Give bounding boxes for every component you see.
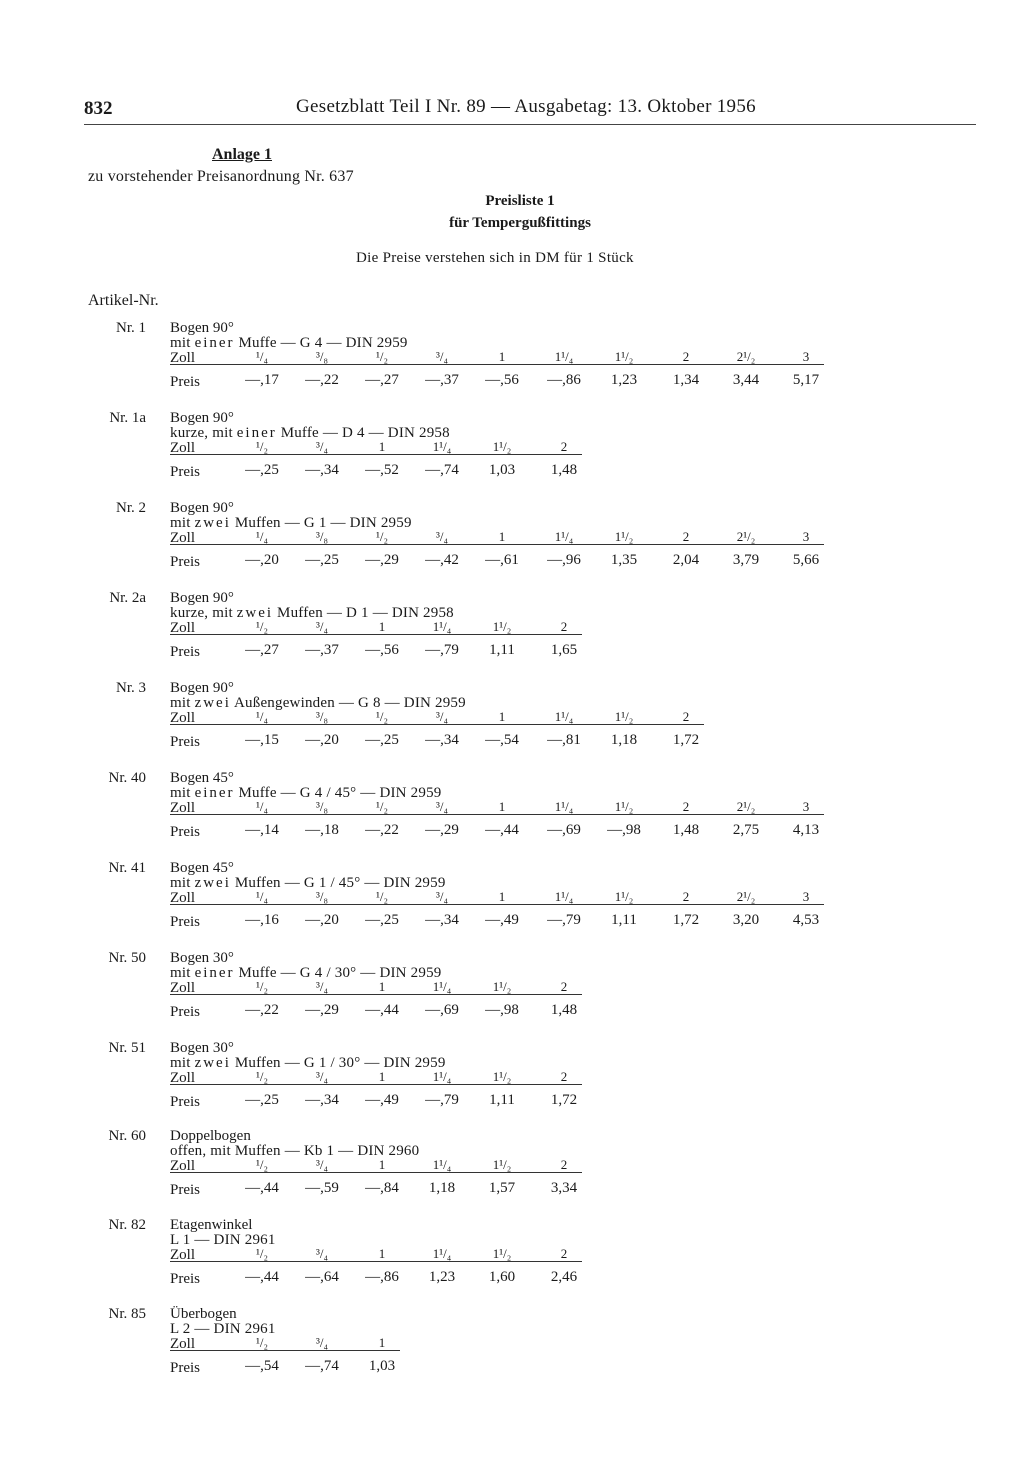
preis-label: Preis bbox=[170, 734, 200, 750]
item-description-part: Außengewinden — G 8 — DIN 2959 bbox=[230, 695, 466, 711]
item-description-part: kurze, mit bbox=[170, 605, 237, 621]
price-cell: —,69 bbox=[425, 1002, 459, 1018]
preis-label: Preis bbox=[170, 554, 200, 570]
price-cell: —,79 bbox=[425, 642, 459, 658]
zoll-cell: ³/₄ bbox=[315, 1069, 329, 1084]
zoll-cell: ¹/₄ bbox=[255, 529, 269, 544]
zoll-cell: 1¹/₂ bbox=[614, 709, 634, 724]
item-description-part: Muffe — G 4 / 45° — DIN 2959 bbox=[234, 785, 442, 801]
zoll-cell: 1 bbox=[498, 889, 506, 904]
price-item bbox=[0, 1217, 1024, 1305]
item-description-part: mit bbox=[170, 695, 195, 711]
zoll-cell: 3 bbox=[802, 799, 810, 814]
item-description-part: Muffe — D 4 — DIN 2958 bbox=[276, 425, 450, 441]
price-item bbox=[0, 590, 1024, 678]
item-description-part: Muffe — G 4 — DIN 2959 bbox=[234, 335, 408, 351]
price-cell: 1,65 bbox=[550, 642, 578, 658]
zoll-label: Zoll bbox=[170, 1158, 195, 1174]
price-cell: —,14 bbox=[245, 822, 279, 838]
zoll-cell: 2 bbox=[560, 1157, 568, 1172]
price-cell: —,29 bbox=[305, 1002, 339, 1018]
price-cell: 1,34 bbox=[672, 372, 700, 388]
price-note: Die Preise verstehen sich in DM für 1 Stück bbox=[356, 250, 634, 266]
zoll-cell: 1¹/₄ bbox=[432, 979, 452, 994]
zoll-cell: ³/₈ bbox=[315, 529, 329, 544]
price-cell: —,49 bbox=[485, 912, 519, 928]
zoll-cell: ³/₄ bbox=[315, 439, 329, 454]
preis-label: Preis bbox=[170, 824, 200, 840]
price-cell: 3,20 bbox=[732, 912, 760, 928]
price-cell: —,44 bbox=[245, 1269, 279, 1285]
price-cell: —,25 bbox=[365, 732, 399, 748]
price-cell: 5,17 bbox=[792, 372, 820, 388]
price-cell: —,54 bbox=[245, 1358, 279, 1374]
price-cell: 4,13 bbox=[792, 822, 820, 838]
price-cell: 3,34 bbox=[550, 1180, 578, 1196]
preisliste-subtitle: für Tempergußfittings bbox=[449, 215, 591, 231]
zoll-cell: 1¹/₄ bbox=[432, 1157, 452, 1172]
zoll-cell: ¹/₂ bbox=[255, 1157, 269, 1172]
zoll-cell: 1¹/₄ bbox=[554, 799, 574, 814]
zoll-cell: ³/₄ bbox=[315, 1246, 329, 1261]
zoll-cell: ¹/₂ bbox=[375, 889, 389, 904]
item-description-part: Muffen — G 1 / 30° — DIN 2959 bbox=[230, 1055, 446, 1071]
price-item bbox=[0, 770, 1024, 858]
price-cell: —,20 bbox=[245, 552, 279, 568]
price-cell: 1,48 bbox=[550, 462, 578, 478]
item-number: Nr. 40 bbox=[108, 770, 146, 786]
price-cell: —,44 bbox=[245, 1180, 279, 1196]
item-number: Nr. 85 bbox=[108, 1306, 146, 1322]
price-cell: —,22 bbox=[305, 372, 339, 388]
item-description-part: L 1 — DIN 2961 bbox=[170, 1232, 276, 1248]
price-cell: —,56 bbox=[485, 372, 519, 388]
preis-label: Preis bbox=[170, 374, 200, 390]
price-cell: —,37 bbox=[305, 642, 339, 658]
zoll-cell: 2 bbox=[682, 799, 690, 814]
zoll-label: Zoll bbox=[170, 1247, 195, 1263]
zoll-cell: 1¹/₄ bbox=[432, 1246, 452, 1261]
zoll-cell: ³/₄ bbox=[315, 1335, 329, 1350]
zoll-cell: 1 bbox=[498, 799, 506, 814]
price-cell: —,25 bbox=[365, 912, 399, 928]
zoll-label: Zoll bbox=[170, 440, 195, 456]
item-description-spaced: zwei bbox=[194, 695, 231, 711]
price-cell: 1,48 bbox=[550, 1002, 578, 1018]
zoll-label: Zoll bbox=[170, 350, 195, 366]
price-cell: —,86 bbox=[365, 1269, 399, 1285]
price-cell: 3,79 bbox=[732, 552, 760, 568]
price-item bbox=[0, 1040, 1024, 1128]
price-cell: 1,03 bbox=[488, 462, 516, 478]
price-cell: —,44 bbox=[485, 822, 519, 838]
preis-label: Preis bbox=[170, 464, 200, 480]
zoll-cell: ¹/₄ bbox=[255, 799, 269, 814]
price-cell: 5,66 bbox=[792, 552, 820, 568]
zoll-cell: 1¹/₂ bbox=[614, 799, 634, 814]
zoll-cell: 1¹/₄ bbox=[432, 1069, 452, 1084]
price-cell: —,20 bbox=[305, 912, 339, 928]
zoll-cell: 3 bbox=[802, 529, 810, 544]
item-name: Bogen 30° bbox=[170, 1040, 234, 1056]
preis-label: Preis bbox=[170, 914, 200, 930]
zoll-cell: ¹/₂ bbox=[255, 979, 269, 994]
item-description-part: mit bbox=[170, 785, 195, 801]
item-number: Nr. 41 bbox=[108, 860, 146, 876]
zoll-cell: 1 bbox=[378, 1246, 386, 1261]
zoll-cell: 2¹/₂ bbox=[736, 349, 756, 364]
item-description-spaced: zwei bbox=[236, 605, 274, 621]
price-cell: —,42 bbox=[425, 552, 459, 568]
item-description-part: Muffe — G 4 / 30° — DIN 2959 bbox=[234, 965, 442, 981]
item-name: Bogen 90° bbox=[170, 410, 234, 426]
price-cell: 1,72 bbox=[672, 912, 700, 928]
item-description-part: mit bbox=[170, 965, 195, 981]
zoll-cell: ³/₈ bbox=[315, 349, 329, 364]
zoll-label: Zoll bbox=[170, 620, 195, 636]
zoll-cell: 2¹/₂ bbox=[736, 889, 756, 904]
zoll-cell: 1 bbox=[498, 709, 506, 724]
zoll-cell: ¹/₂ bbox=[255, 1069, 269, 1084]
item-description-spaced: einer bbox=[194, 335, 235, 351]
anlage-subtitle: zu vorstehender Preisanordnung Nr. 637 bbox=[88, 168, 354, 185]
price-item bbox=[0, 860, 1024, 948]
zoll-cell: ³/₄ bbox=[435, 529, 449, 544]
price-cell: —,64 bbox=[305, 1269, 339, 1285]
zoll-cell: 1 bbox=[498, 529, 506, 544]
item-description-part: Muffen — G 1 / 45° — DIN 2959 bbox=[230, 875, 446, 891]
page-number: 832 bbox=[84, 98, 113, 119]
item-description-part: mit bbox=[170, 335, 195, 351]
zoll-cell: ³/₈ bbox=[315, 889, 329, 904]
zoll-cell: ¹/₂ bbox=[375, 709, 389, 724]
zoll-cell: 2 bbox=[682, 889, 690, 904]
price-cell: 1,11 bbox=[489, 1092, 515, 1108]
zoll-cell: 1¹/₂ bbox=[614, 529, 634, 544]
price-cell: —,22 bbox=[245, 1002, 279, 1018]
price-cell: —,86 bbox=[547, 372, 581, 388]
price-cell: —,34 bbox=[305, 1092, 339, 1108]
zoll-cell: 2 bbox=[682, 529, 690, 544]
price-cell: —,98 bbox=[485, 1002, 519, 1018]
price-cell: —,29 bbox=[365, 552, 399, 568]
price-cell: —,54 bbox=[485, 732, 519, 748]
price-cell: 1,48 bbox=[672, 822, 700, 838]
item-name: Bogen 45° bbox=[170, 860, 234, 876]
zoll-cell: ³/₄ bbox=[315, 979, 329, 994]
zoll-cell: 1¹/₄ bbox=[432, 439, 452, 454]
price-cell: —,20 bbox=[305, 732, 339, 748]
item-name: Bogen 90° bbox=[170, 500, 234, 516]
zoll-cell: 1 bbox=[378, 439, 386, 454]
price-cell: —,27 bbox=[245, 642, 279, 658]
price-cell: —,96 bbox=[547, 552, 581, 568]
item-description-part: mit bbox=[170, 875, 195, 891]
zoll-label: Zoll bbox=[170, 1336, 195, 1352]
zoll-cell: 1¹/₂ bbox=[492, 1246, 512, 1261]
item-description-part: offen, mit Muffen — Kb 1 — DIN 2960 bbox=[170, 1143, 420, 1159]
price-cell: —,17 bbox=[245, 372, 279, 388]
item-number: Nr. 82 bbox=[108, 1217, 146, 1233]
zoll-cell: 2¹/₂ bbox=[736, 799, 756, 814]
price-cell: 1,23 bbox=[428, 1269, 456, 1285]
price-cell: —,74 bbox=[305, 1358, 339, 1374]
zoll-cell: ³/₄ bbox=[435, 709, 449, 724]
zoll-cell: 1¹/₂ bbox=[614, 349, 634, 364]
price-cell: —,79 bbox=[425, 1092, 459, 1108]
price-item bbox=[0, 950, 1024, 1038]
item-number: Nr. 3 bbox=[116, 680, 146, 696]
preis-label: Preis bbox=[170, 1094, 200, 1110]
price-cell: 1,11 bbox=[611, 912, 637, 928]
item-description-spaced: zwei bbox=[194, 875, 231, 891]
preis-label: Preis bbox=[170, 1182, 200, 1198]
item-description-part: Muffen — G 1 — DIN 2959 bbox=[230, 515, 412, 531]
zoll-cell: 2 bbox=[682, 709, 690, 724]
page-header bbox=[84, 94, 976, 125]
price-cell: —,34 bbox=[305, 462, 339, 478]
zoll-label: Zoll bbox=[170, 890, 195, 906]
price-cell: —,29 bbox=[425, 822, 459, 838]
zoll-label: Zoll bbox=[170, 800, 195, 816]
zoll-cell: 1¹/₄ bbox=[554, 349, 574, 364]
zoll-label: Zoll bbox=[170, 980, 195, 996]
price-cell: 2,04 bbox=[672, 552, 700, 568]
price-cell: —,79 bbox=[547, 912, 581, 928]
zoll-cell: 1¹/₂ bbox=[492, 979, 512, 994]
price-cell: 1,57 bbox=[488, 1180, 516, 1196]
price-cell: —,81 bbox=[547, 732, 581, 748]
price-cell: 2,46 bbox=[550, 1269, 578, 1285]
preis-label: Preis bbox=[170, 644, 200, 660]
zoll-cell: 2 bbox=[560, 439, 568, 454]
price-item bbox=[0, 500, 1024, 588]
zoll-cell: 3 bbox=[802, 349, 810, 364]
price-cell: —,61 bbox=[485, 552, 519, 568]
price-cell: —,56 bbox=[365, 642, 399, 658]
item-description-spaced: einer bbox=[236, 425, 277, 441]
zoll-cell: 1¹/₄ bbox=[554, 709, 574, 724]
zoll-cell: ¹/₂ bbox=[255, 1246, 269, 1261]
zoll-cell: ³/₄ bbox=[315, 1157, 329, 1172]
price-cell: 2,75 bbox=[732, 822, 760, 838]
price-cell: 1,18 bbox=[610, 732, 638, 748]
zoll-cell: 1 bbox=[378, 1335, 386, 1350]
zoll-cell: 1¹/₂ bbox=[492, 439, 512, 454]
zoll-cell: ³/₄ bbox=[315, 619, 329, 634]
price-cell: 4,53 bbox=[792, 912, 820, 928]
item-name: Bogen 90° bbox=[170, 320, 234, 336]
item-name: Bogen 90° bbox=[170, 680, 234, 696]
zoll-cell: 1¹/₄ bbox=[432, 619, 452, 634]
price-cell: —,25 bbox=[245, 462, 279, 478]
item-number: Nr. 51 bbox=[108, 1040, 146, 1056]
price-item bbox=[0, 410, 1024, 498]
item-description-part: Muffen — D 1 — DIN 2958 bbox=[273, 605, 454, 621]
zoll-cell: ³/₄ bbox=[435, 799, 449, 814]
zoll-cell: 1 bbox=[378, 979, 386, 994]
price-cell: —,52 bbox=[365, 462, 399, 478]
zoll-cell: ¹/₄ bbox=[255, 889, 269, 904]
zoll-cell: ¹/₂ bbox=[255, 1335, 269, 1350]
price-cell: —,74 bbox=[425, 462, 459, 478]
price-cell: —,49 bbox=[365, 1092, 399, 1108]
zoll-label: Zoll bbox=[170, 710, 195, 726]
price-cell: —,18 bbox=[305, 822, 339, 838]
price-cell: —,44 bbox=[365, 1002, 399, 1018]
zoll-cell: ³/₈ bbox=[315, 709, 329, 724]
zoll-cell: 1 bbox=[378, 619, 386, 634]
zoll-cell: 1 bbox=[498, 349, 506, 364]
price-cell: 1,18 bbox=[428, 1180, 456, 1196]
item-description-spaced: einer bbox=[194, 965, 235, 981]
zoll-cell: 1¹/₂ bbox=[492, 1069, 512, 1084]
zoll-cell: ¹/₂ bbox=[375, 349, 389, 364]
zoll-cell: 2 bbox=[560, 1069, 568, 1084]
price-cell: —,37 bbox=[425, 372, 459, 388]
zoll-cell: 1 bbox=[378, 1157, 386, 1172]
zoll-cell: 2 bbox=[560, 979, 568, 994]
zoll-cell: 1 bbox=[378, 1069, 386, 1084]
price-cell: —,34 bbox=[425, 732, 459, 748]
item-name: Etagenwinkel bbox=[170, 1217, 253, 1233]
item-number: Nr. 1a bbox=[109, 410, 146, 426]
price-cell: —,25 bbox=[305, 552, 339, 568]
zoll-cell: ¹/₂ bbox=[255, 619, 269, 634]
item-name: Bogen 45° bbox=[170, 770, 234, 786]
item-name: Bogen 30° bbox=[170, 950, 234, 966]
item-number: Nr. 50 bbox=[108, 950, 146, 966]
zoll-cell: 2¹/₂ bbox=[736, 529, 756, 544]
zoll-cell: ³/₄ bbox=[435, 349, 449, 364]
price-item bbox=[0, 320, 1024, 408]
price-cell: —,27 bbox=[365, 372, 399, 388]
item-number: Nr. 2a bbox=[109, 590, 146, 606]
price-item bbox=[0, 1306, 1024, 1394]
zoll-cell: 1¹/₂ bbox=[614, 889, 634, 904]
zoll-cell: 3 bbox=[802, 889, 810, 904]
price-cell: 1,60 bbox=[488, 1269, 516, 1285]
item-name: Doppelbogen bbox=[170, 1128, 251, 1144]
price-cell: 1,03 bbox=[368, 1358, 396, 1374]
zoll-cell: 1¹/₄ bbox=[554, 529, 574, 544]
zoll-cell: 2 bbox=[560, 619, 568, 634]
price-cell: —,15 bbox=[245, 732, 279, 748]
price-cell: —,69 bbox=[547, 822, 581, 838]
zoll-label: Zoll bbox=[170, 530, 195, 546]
item-description-part: kurze, mit bbox=[170, 425, 237, 441]
price-cell: —,16 bbox=[245, 912, 279, 928]
zoll-cell: ¹/₂ bbox=[255, 439, 269, 454]
price-cell: —,22 bbox=[365, 822, 399, 838]
preis-label: Preis bbox=[170, 1004, 200, 1020]
price-cell: 1,11 bbox=[489, 642, 515, 658]
zoll-label: Zoll bbox=[170, 1070, 195, 1086]
header-title: Gesetzblatt Teil I Nr. 89 — Ausgabetag: 13. Oktober 1956 bbox=[296, 96, 756, 117]
zoll-cell: ¹/₂ bbox=[375, 529, 389, 544]
item-number: Nr. 60 bbox=[108, 1128, 146, 1144]
item-number: Nr. 1 bbox=[116, 320, 146, 336]
item-description-spaced: einer bbox=[194, 785, 235, 801]
item-description-spaced: zwei bbox=[194, 1055, 231, 1071]
price-cell: —,34 bbox=[425, 912, 459, 928]
price-cell: 1,23 bbox=[610, 372, 638, 388]
price-cell: 1,72 bbox=[672, 732, 700, 748]
price-cell: —,25 bbox=[245, 1092, 279, 1108]
item-description-part: mit bbox=[170, 1055, 195, 1071]
preis-label: Preis bbox=[170, 1271, 200, 1287]
price-cell: 1,35 bbox=[610, 552, 638, 568]
price-cell: —,98 bbox=[607, 822, 641, 838]
zoll-cell: 1¹/₂ bbox=[492, 619, 512, 634]
item-name: Überbogen bbox=[170, 1306, 237, 1322]
item-description-part: mit bbox=[170, 515, 195, 531]
preis-label: Preis bbox=[170, 1360, 200, 1376]
zoll-cell: ¹/₄ bbox=[255, 349, 269, 364]
preisliste-title: Preisliste 1 bbox=[485, 193, 555, 209]
price-item bbox=[0, 1128, 1024, 1216]
item-description-part: L 2 — DIN 2961 bbox=[170, 1321, 276, 1337]
artikel-nr-label: Artikel-Nr. bbox=[88, 292, 159, 309]
anlage-title: Anlage 1 bbox=[212, 146, 272, 163]
zoll-cell: 1¹/₄ bbox=[554, 889, 574, 904]
zoll-cell: ³/₄ bbox=[435, 889, 449, 904]
price-cell: —,59 bbox=[305, 1180, 339, 1196]
zoll-cell: 1¹/₂ bbox=[492, 1157, 512, 1172]
zoll-cell: 2 bbox=[560, 1246, 568, 1261]
zoll-cell: ¹/₂ bbox=[375, 799, 389, 814]
zoll-cell: 2 bbox=[682, 349, 690, 364]
item-number: Nr. 2 bbox=[116, 500, 146, 516]
zoll-cell: ¹/₄ bbox=[255, 709, 269, 724]
price-item bbox=[0, 680, 1024, 768]
price-cell: 3,44 bbox=[732, 372, 760, 388]
item-description-spaced: zwei bbox=[194, 515, 231, 531]
price-cell: 1,72 bbox=[550, 1092, 578, 1108]
item-name: Bogen 90° bbox=[170, 590, 234, 606]
price-cell: —,84 bbox=[365, 1180, 399, 1196]
zoll-cell: ³/₈ bbox=[315, 799, 329, 814]
